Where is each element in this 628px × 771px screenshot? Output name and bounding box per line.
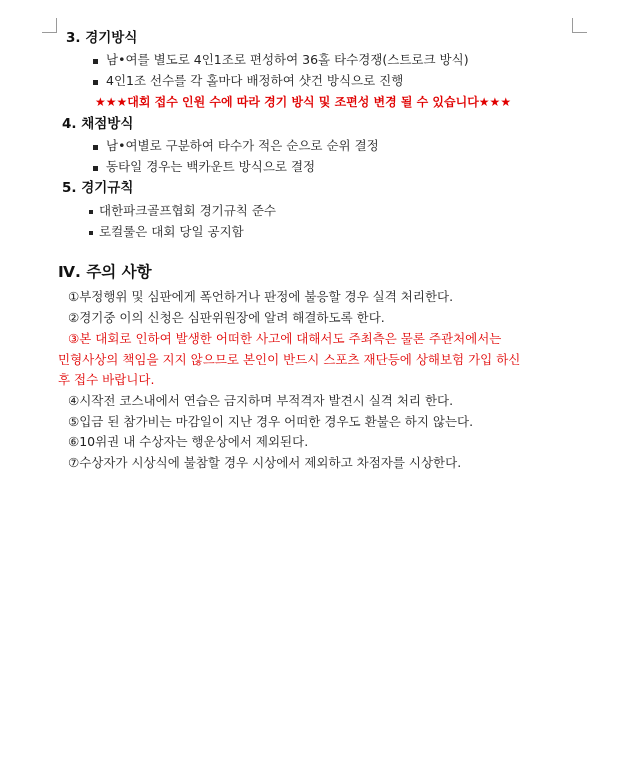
note-2: ②경기중 이의 신청은 심판위원장에 알려 해결하도록 한다.: [68, 310, 385, 325]
bullet-icon: [93, 145, 98, 150]
bullet-icon: [93, 59, 98, 64]
note-4: ④시작전 코스내에서 연습은 금지하며 부적격자 발견시 실격 처리 한다.: [68, 393, 454, 408]
bullet-icon: [93, 80, 98, 85]
bullet-icon: [89, 210, 93, 214]
section-3-item-1: 남•여를 별도로 4인1조로 편성하여 36홀 타수경쟁(스트로크 방식): [106, 52, 469, 67]
note-5: ⑤입금 된 참가비는 마감일이 지난 경우 어떠한 경우도 환불은 하지 않는다.: [68, 414, 474, 429]
note-3-line-3: 후 접수 바랍니다.: [58, 372, 155, 387]
section-5-heading: 5. 경기규칙: [62, 180, 134, 196]
section-4-item-2: 동타일 경우는 백카운트 방식으로 결정: [106, 159, 316, 174]
notes-heading: Ⅳ. 주의 사항: [58, 263, 152, 281]
section-5-item-1: 대한파크골프협회 경기규칙 준수: [99, 203, 276, 218]
note-1: ①부정행위 및 심판에게 폭언하거나 판정에 불응할 경우 실격 처리한다.: [68, 289, 454, 304]
page-corner-mark-left: [42, 18, 57, 33]
section-5-item-2: 로컬룰은 대회 당일 공지함: [99, 224, 244, 239]
note-3-line-1: ③본 대회로 인하여 발생한 어떠한 사고에 대해서도 주최측은 물론 주관처에서는: [68, 331, 502, 346]
bullet-icon: [93, 166, 98, 171]
bullet-icon: [89, 231, 93, 235]
section-3-notice: ★★★대회 접수 인원 수에 따라 경기 방식 및 조편성 변경 될 수 있습니다★★★: [95, 95, 512, 109]
note-3-line-2: 민형사상의 책임을 지지 않으므로 본인이 반드시 스포츠 재단등에 상해보험 가입 하신: [58, 352, 521, 367]
page-corner-mark-right: [572, 18, 587, 33]
section-3-item-2: 4인1조 선수를 각 홀마다 배정하여 샷건 방식으로 진행: [106, 73, 404, 88]
section-4-item-1: 남•여별로 구분하여 타수가 적은 순으로 순위 결정: [106, 138, 379, 153]
note-7: ⑦수상자가 시상식에 불참할 경우 시상에서 제외하고 차점자를 시상한다.: [68, 455, 462, 470]
section-3-heading: 3. 경기방식: [66, 30, 138, 46]
note-6: ⑥10위권 내 수상자는 행운상에서 제외된다.: [68, 434, 309, 449]
section-4-heading: 4. 채점방식: [62, 116, 134, 132]
